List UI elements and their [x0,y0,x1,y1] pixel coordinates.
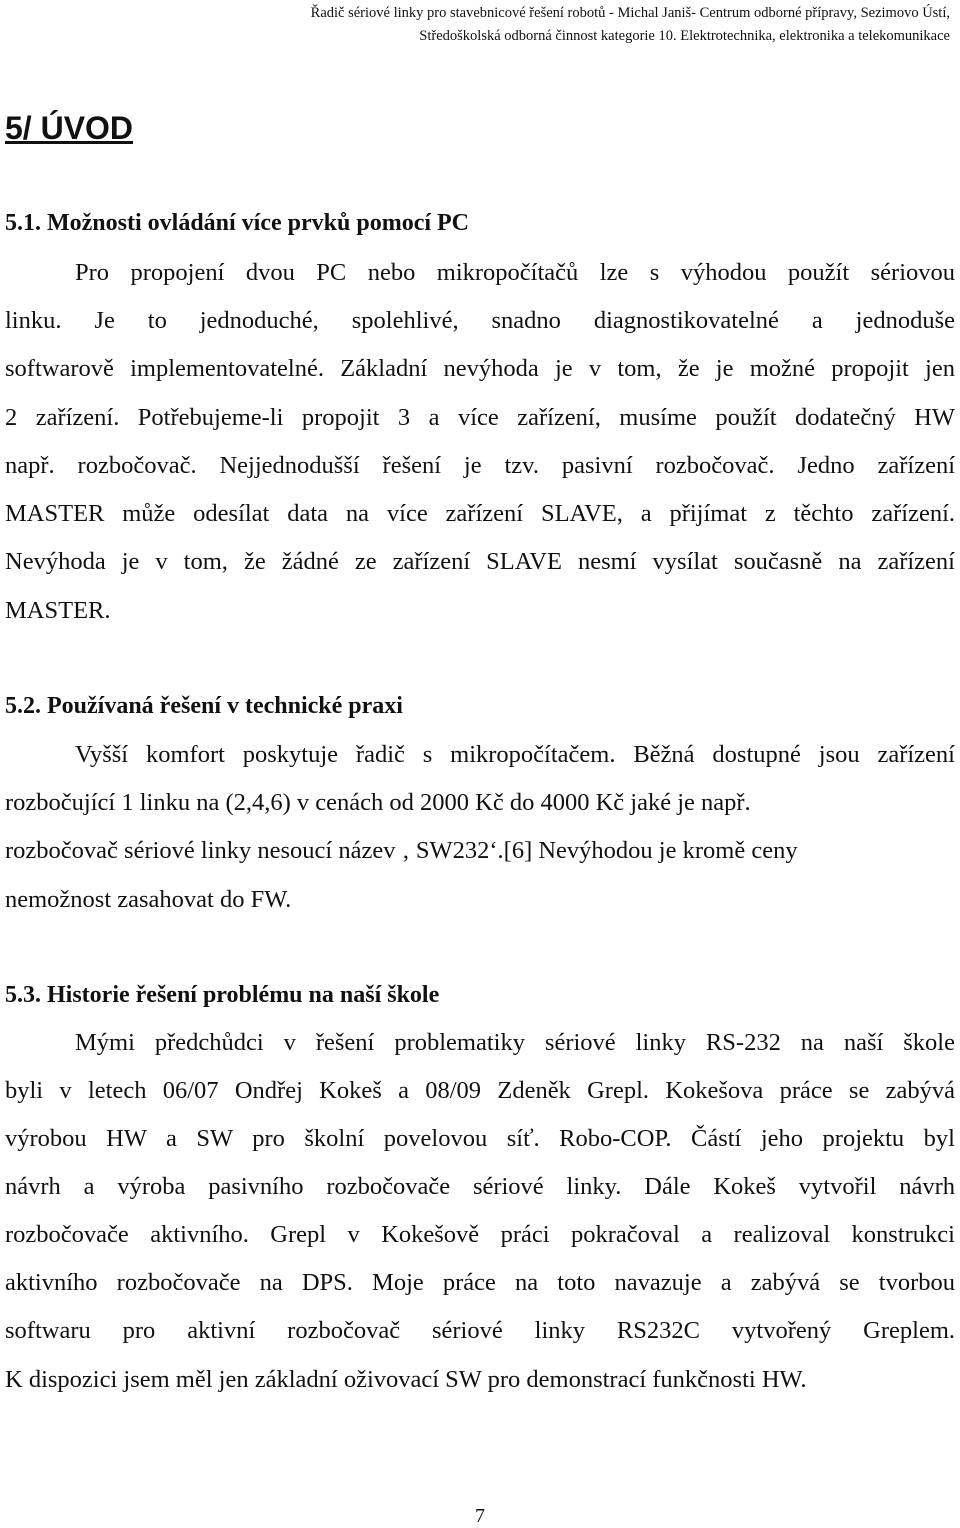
paragraph-line: byli v letech 06/07 Ondřej Kokeš a 08/09 Zdeněk Grepl. Kokešova práce se zabývá [5,1077,955,1104]
header-line-2: Středoškolská odborná činnost kategorie 10. Elektrotechnika, elektronika a telekomunikace [419,28,950,44]
paragraph-line: softwaru pro aktivní rozbočovač sériové linky RS232C vytvořený Greplem. [5,1317,955,1344]
paragraph-line: výrobou HW a SW pro školní povelovou síť. Robo-COP. Částí jeho projektu byl [5,1125,955,1152]
paragraph-line: softwarově implementovatelné. Základní nevýhoda je v tom, že je možné propojit jen [5,355,955,382]
paragraph-line: MASTER. [5,597,111,624]
paragraph-line: 2 zařízení. Potřebujeme-li propojit 3 a více zařízení, musíme použít dodatečný HW [5,404,955,431]
paragraph-line: např. rozbočovač. Nejjednodušší řešení je tzv. pasivní rozbočovač. Jedno zařízení [5,452,955,479]
paragraph-line: linku. Je to jednoduché, spolehlivé, snadno diagnostikovatelné a jednoduše [5,307,955,334]
paragraph-line: aktivního rozbočovače na DPS. Moje práce na toto navazuje a zabývá se tvorbou [5,1269,955,1296]
paragraph-line: rozbočovač sériové linky nesoucí název ‚ SW232‘.[6] Nevýhodou je kromě ceny [5,837,798,864]
paragraph-line: Nevýhoda je v tom, že žádné ze zařízení SLAVE nesmí vysílat současně na zařízení [5,548,955,575]
paragraph-line: návrh a výroba pasivního rozbočovače sériové linky. Dále Kokeš vytvořil návrh [5,1173,955,1200]
header-line-1: Řadič sériové linky pro stavebnicové řešení robotů - Michal Janiš- Centrum odborné přípravy, Sezimovo Ústí, [310,5,950,21]
chapter-title: 5/ ÚVOD [5,110,134,146]
paragraph-line: nemožnost zasahovat do FW. [5,886,292,913]
section-heading: 5.1. Možnosti ovládání více prvků pomocí PC [5,210,470,236]
paragraph-line: Pro propojení dvou PC nebo mikropočítačů lze s výhodou použít sériovou [75,259,955,286]
paragraph-line: Vyšší komfort poskytuje řadič s mikropočítačem. Běžná dostupné jsou zařízení [75,741,955,768]
paragraph-line: MASTER může odesílat data na více zařízení SLAVE, a přijímat z těchto zařízení. [5,500,955,527]
page-number: 7 [475,1505,485,1527]
paragraph-line: rozbočující 1 linku na (2,4,6) v cenách od 2000 Kč do 4000 Kč jaké je např. [5,789,751,816]
page-header [0,2,960,48]
paragraph-line: K dispozici jsem měl jen základní oživovací SW pro demonstrací funkčnosti HW. [5,1366,807,1393]
section-heading: 5.3. Historie řešení problému na naší škole [5,982,440,1008]
section-heading: 5.2. Používaná řešení v technické praxi [5,693,403,719]
paragraph-line: Mými předchůdci v řešení problematiky sériové linky RS-232 na naší škole [75,1029,955,1056]
paragraph-line: rozbočovače aktivního. Grepl v Kokešově práci pokračoval a realizoval konstrukci [5,1221,955,1248]
